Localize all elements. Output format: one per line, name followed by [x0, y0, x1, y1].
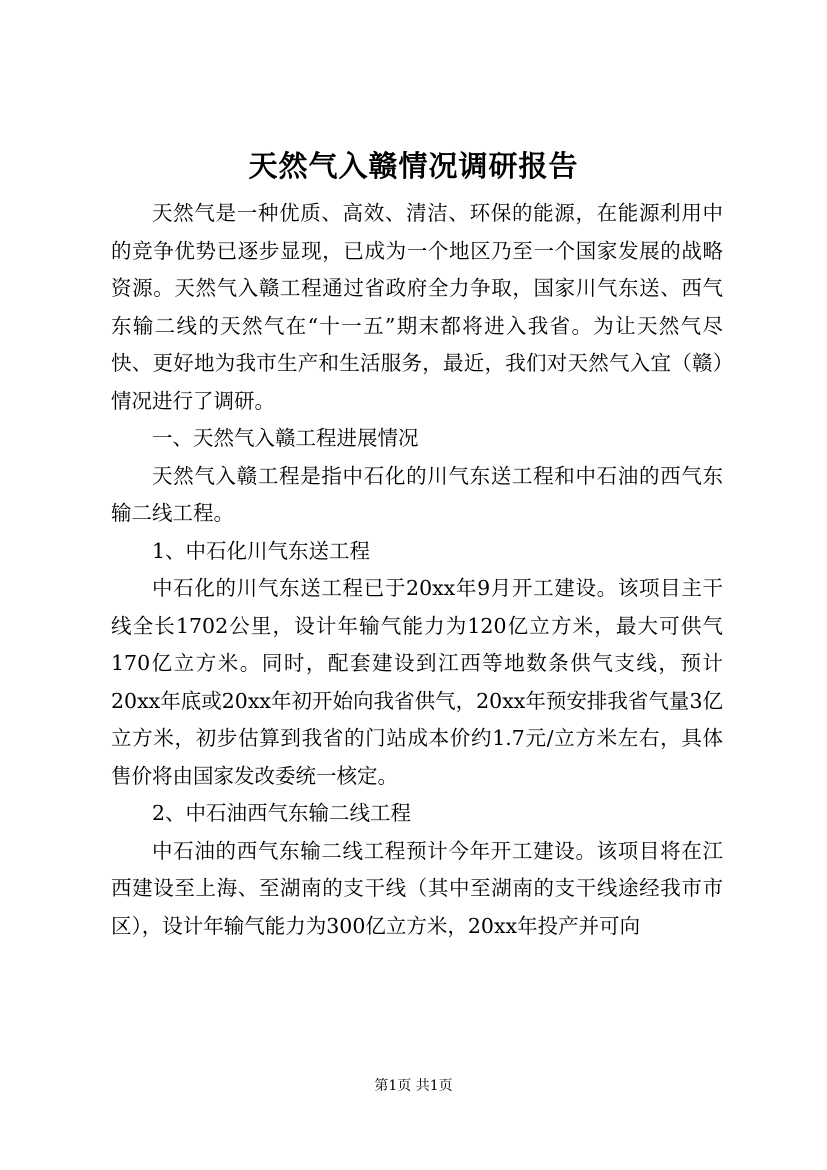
- paragraph-overview: 天然气入赣工程是指中石化的川气东送工程和中石油的西气东输二线工程。: [111, 463, 723, 525]
- subsection-heading-1: 1、中石化川气东送工程: [152, 538, 371, 563]
- paragraph-petrochina: 中石油的西气东输二线工程预计今年开工建设。该项目将在江西建设至上海、至湖南的支干线（其中至湖南的支干线途经我市市区），设计年输气能力为300亿立方米，20xx年投产并可向: [111, 838, 723, 938]
- subsection-heading-2: 2、中石油西气东输二线工程: [152, 801, 412, 825]
- document-body: [111, 195, 723, 945]
- page-footer: 第1页 共1页: [374, 1078, 453, 1094]
- paragraph-sinopec: 中石化的川气东送工程已于20xx年9月开工建设。该项目主干线全长1702公里，设计年输气能力为120亿立方米，最大可供气170亿立方米。同时，配套建设到江西等地数条供气支线，预计20xx年底或20xx年初开始向我省供气，20xx年预安排我省气量3亿立方米，初步估算到我省的门站成本价约1.7元/立方米左右，具体售价将由国家发改委统一核定。: [111, 576, 723, 788]
- document-title: 天然气入赣情况调研报告: [248, 149, 579, 183]
- paragraph-intro: 天然气是一种优质、高效、清洁、环保的能源，在能源利用中的竞争优势已逐步显现，已成为一个地区乃至一个国家发展的战略资源。天然气入赣工程通过省政府全力争取，国家川气东送、西气东输二线的天然气在“十一五”期末都将进入我省。为让天然气尽快、更好地为我市生产和生活服务，最近，我们对天然气入宜（赣）情况进行了调研。: [111, 201, 723, 413]
- section-heading-1: 一、天然气入赣工程进展情况: [152, 426, 419, 450]
